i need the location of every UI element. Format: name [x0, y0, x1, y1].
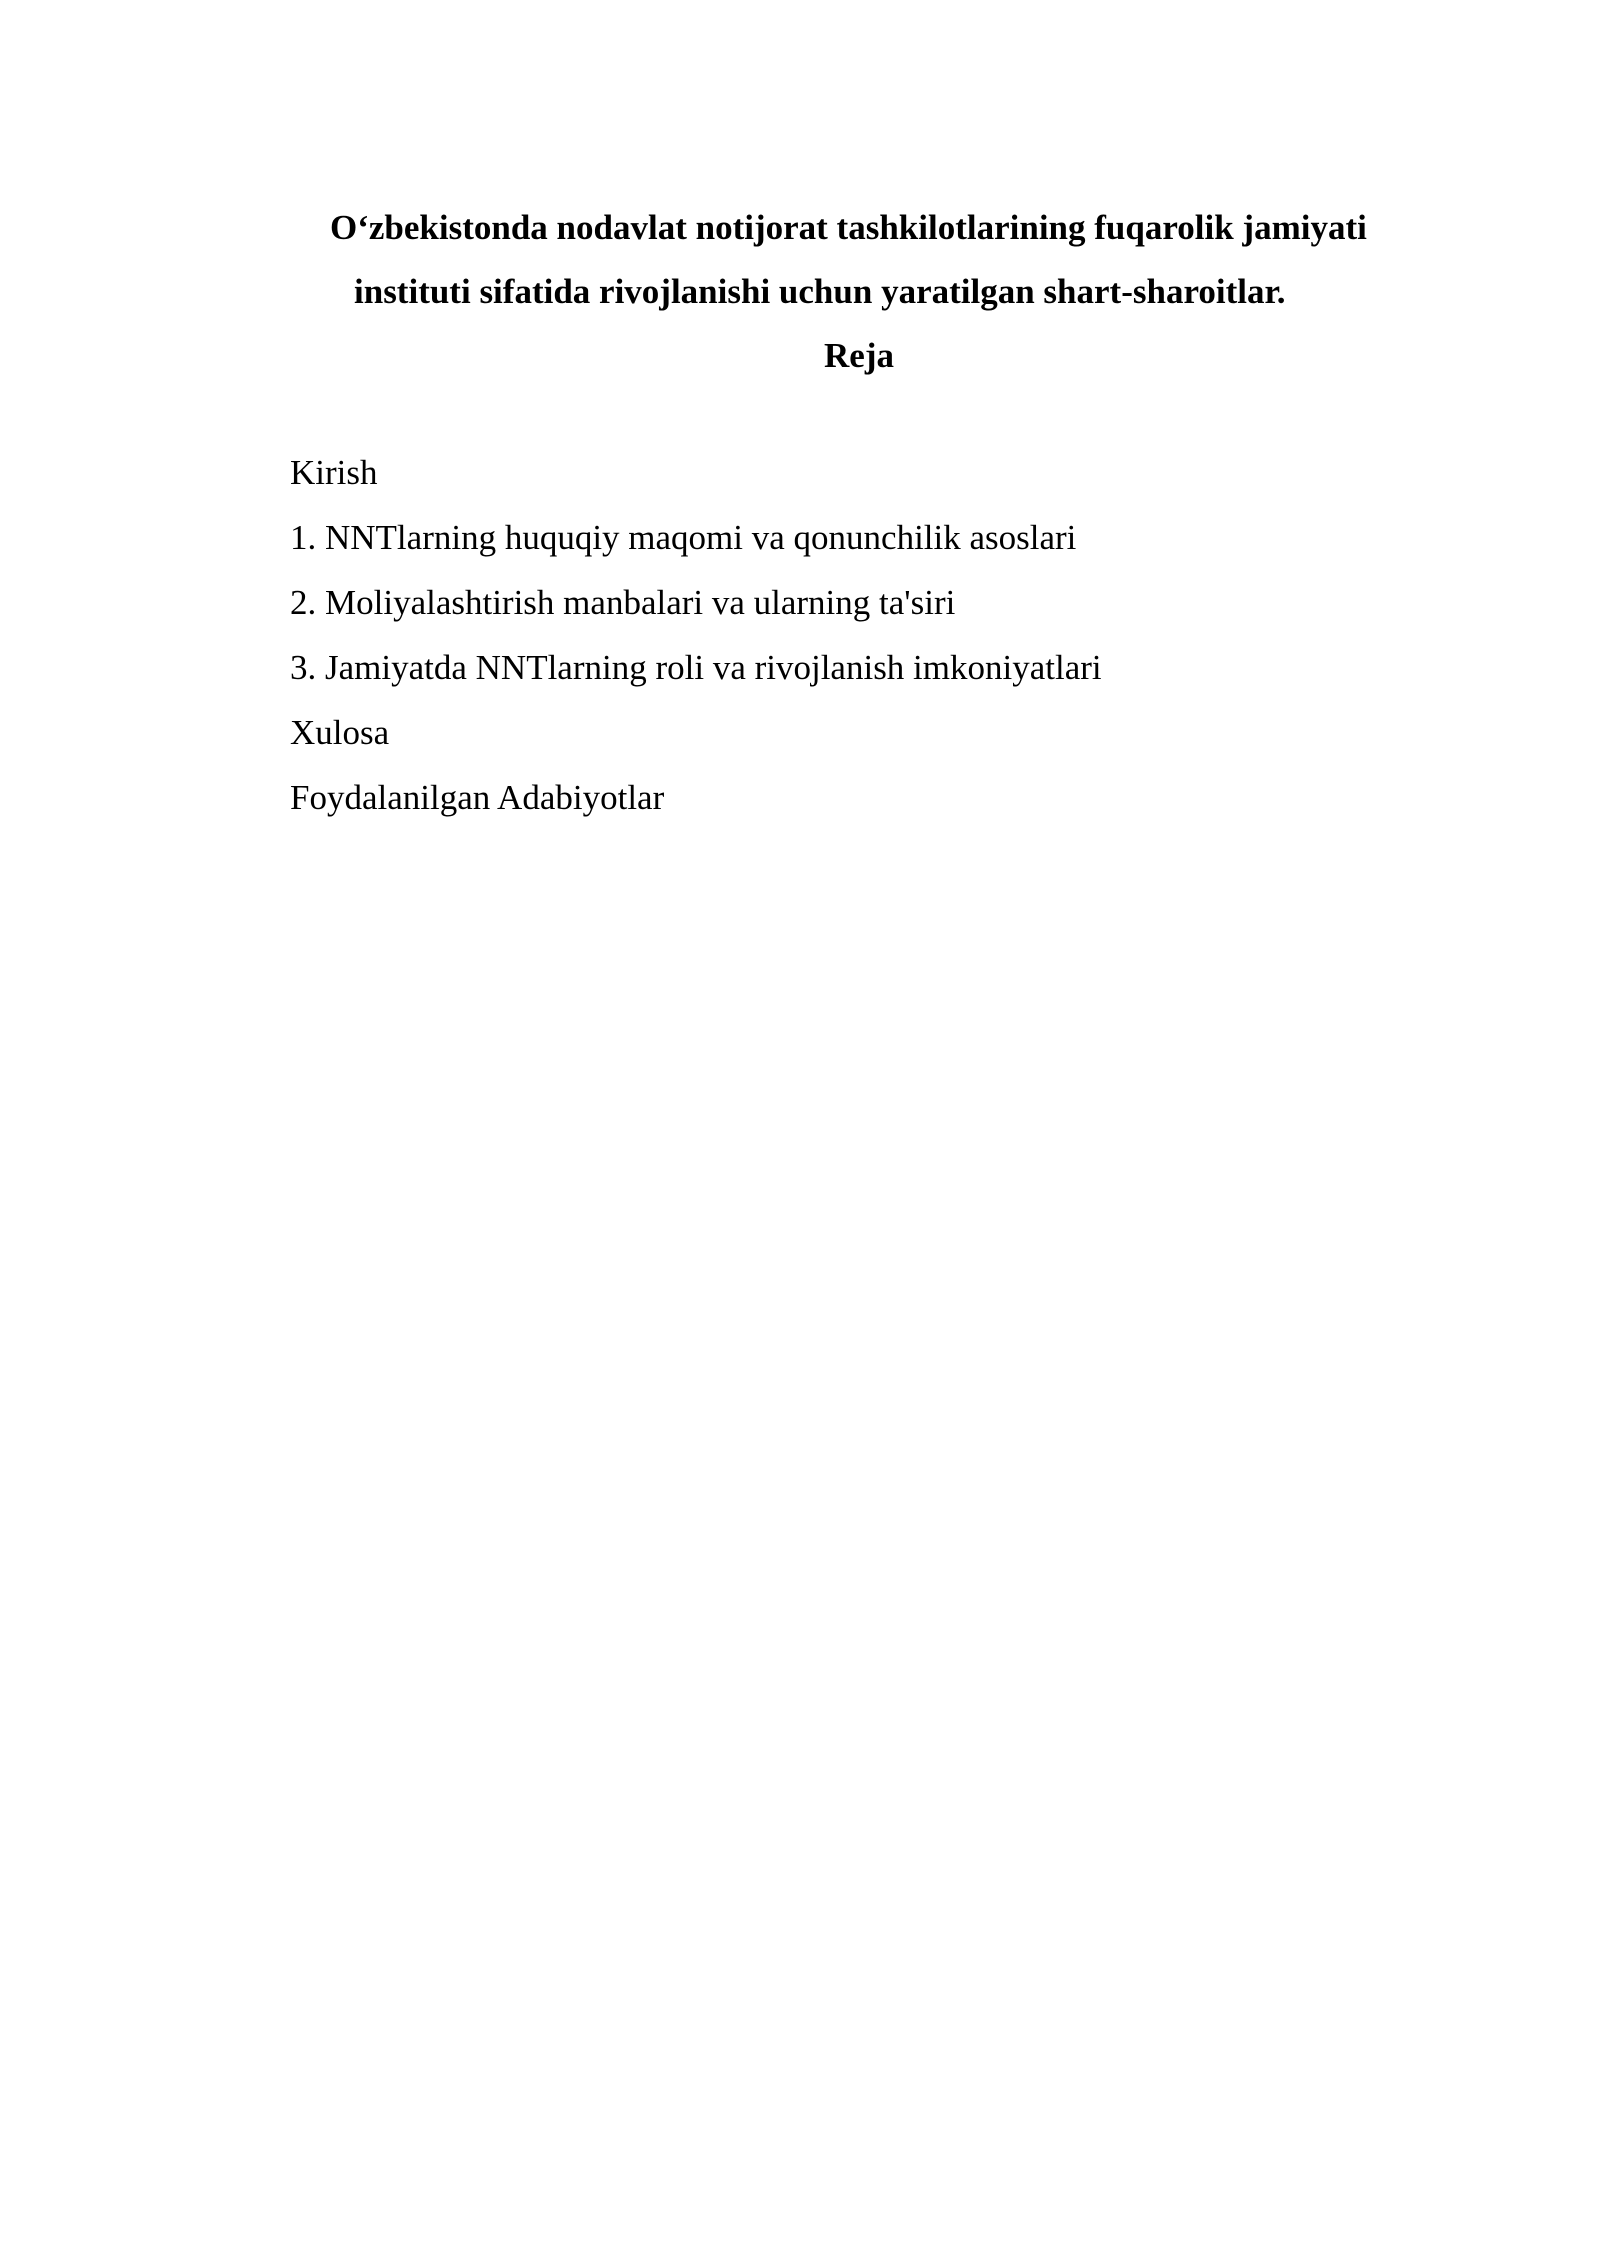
plan-item-2: 2. Moliyalashtirish manbalari va ularning ta'siri	[290, 583, 956, 622]
title-line-2: instituti sifatida rivojlanishi uchun yaratilgan shart-sharoitlar.	[354, 272, 1286, 311]
plan-item-1: 1. NNTlarning huquqiy maqomi va qonunchilik asoslari	[290, 518, 1077, 557]
plan-heading: Reja	[824, 336, 894, 375]
title-line-1: O‘zbekistonda nodavlat notijorat tashkilotlarining fuqarolik jamiyati	[330, 208, 1367, 247]
plan-item-conclusion: Xulosa	[290, 713, 390, 752]
plan-item-references: Foydalanilgan Adabiyotlar	[290, 778, 665, 817]
plan-item-introduction: Kirish	[290, 453, 378, 492]
document-title	[330, 196, 1490, 324]
plan-item-3: 3. Jamiyatda NNTlarning roli va rivojlanish imkoniyatlari	[290, 648, 1102, 687]
plan-list	[290, 440, 1102, 830]
